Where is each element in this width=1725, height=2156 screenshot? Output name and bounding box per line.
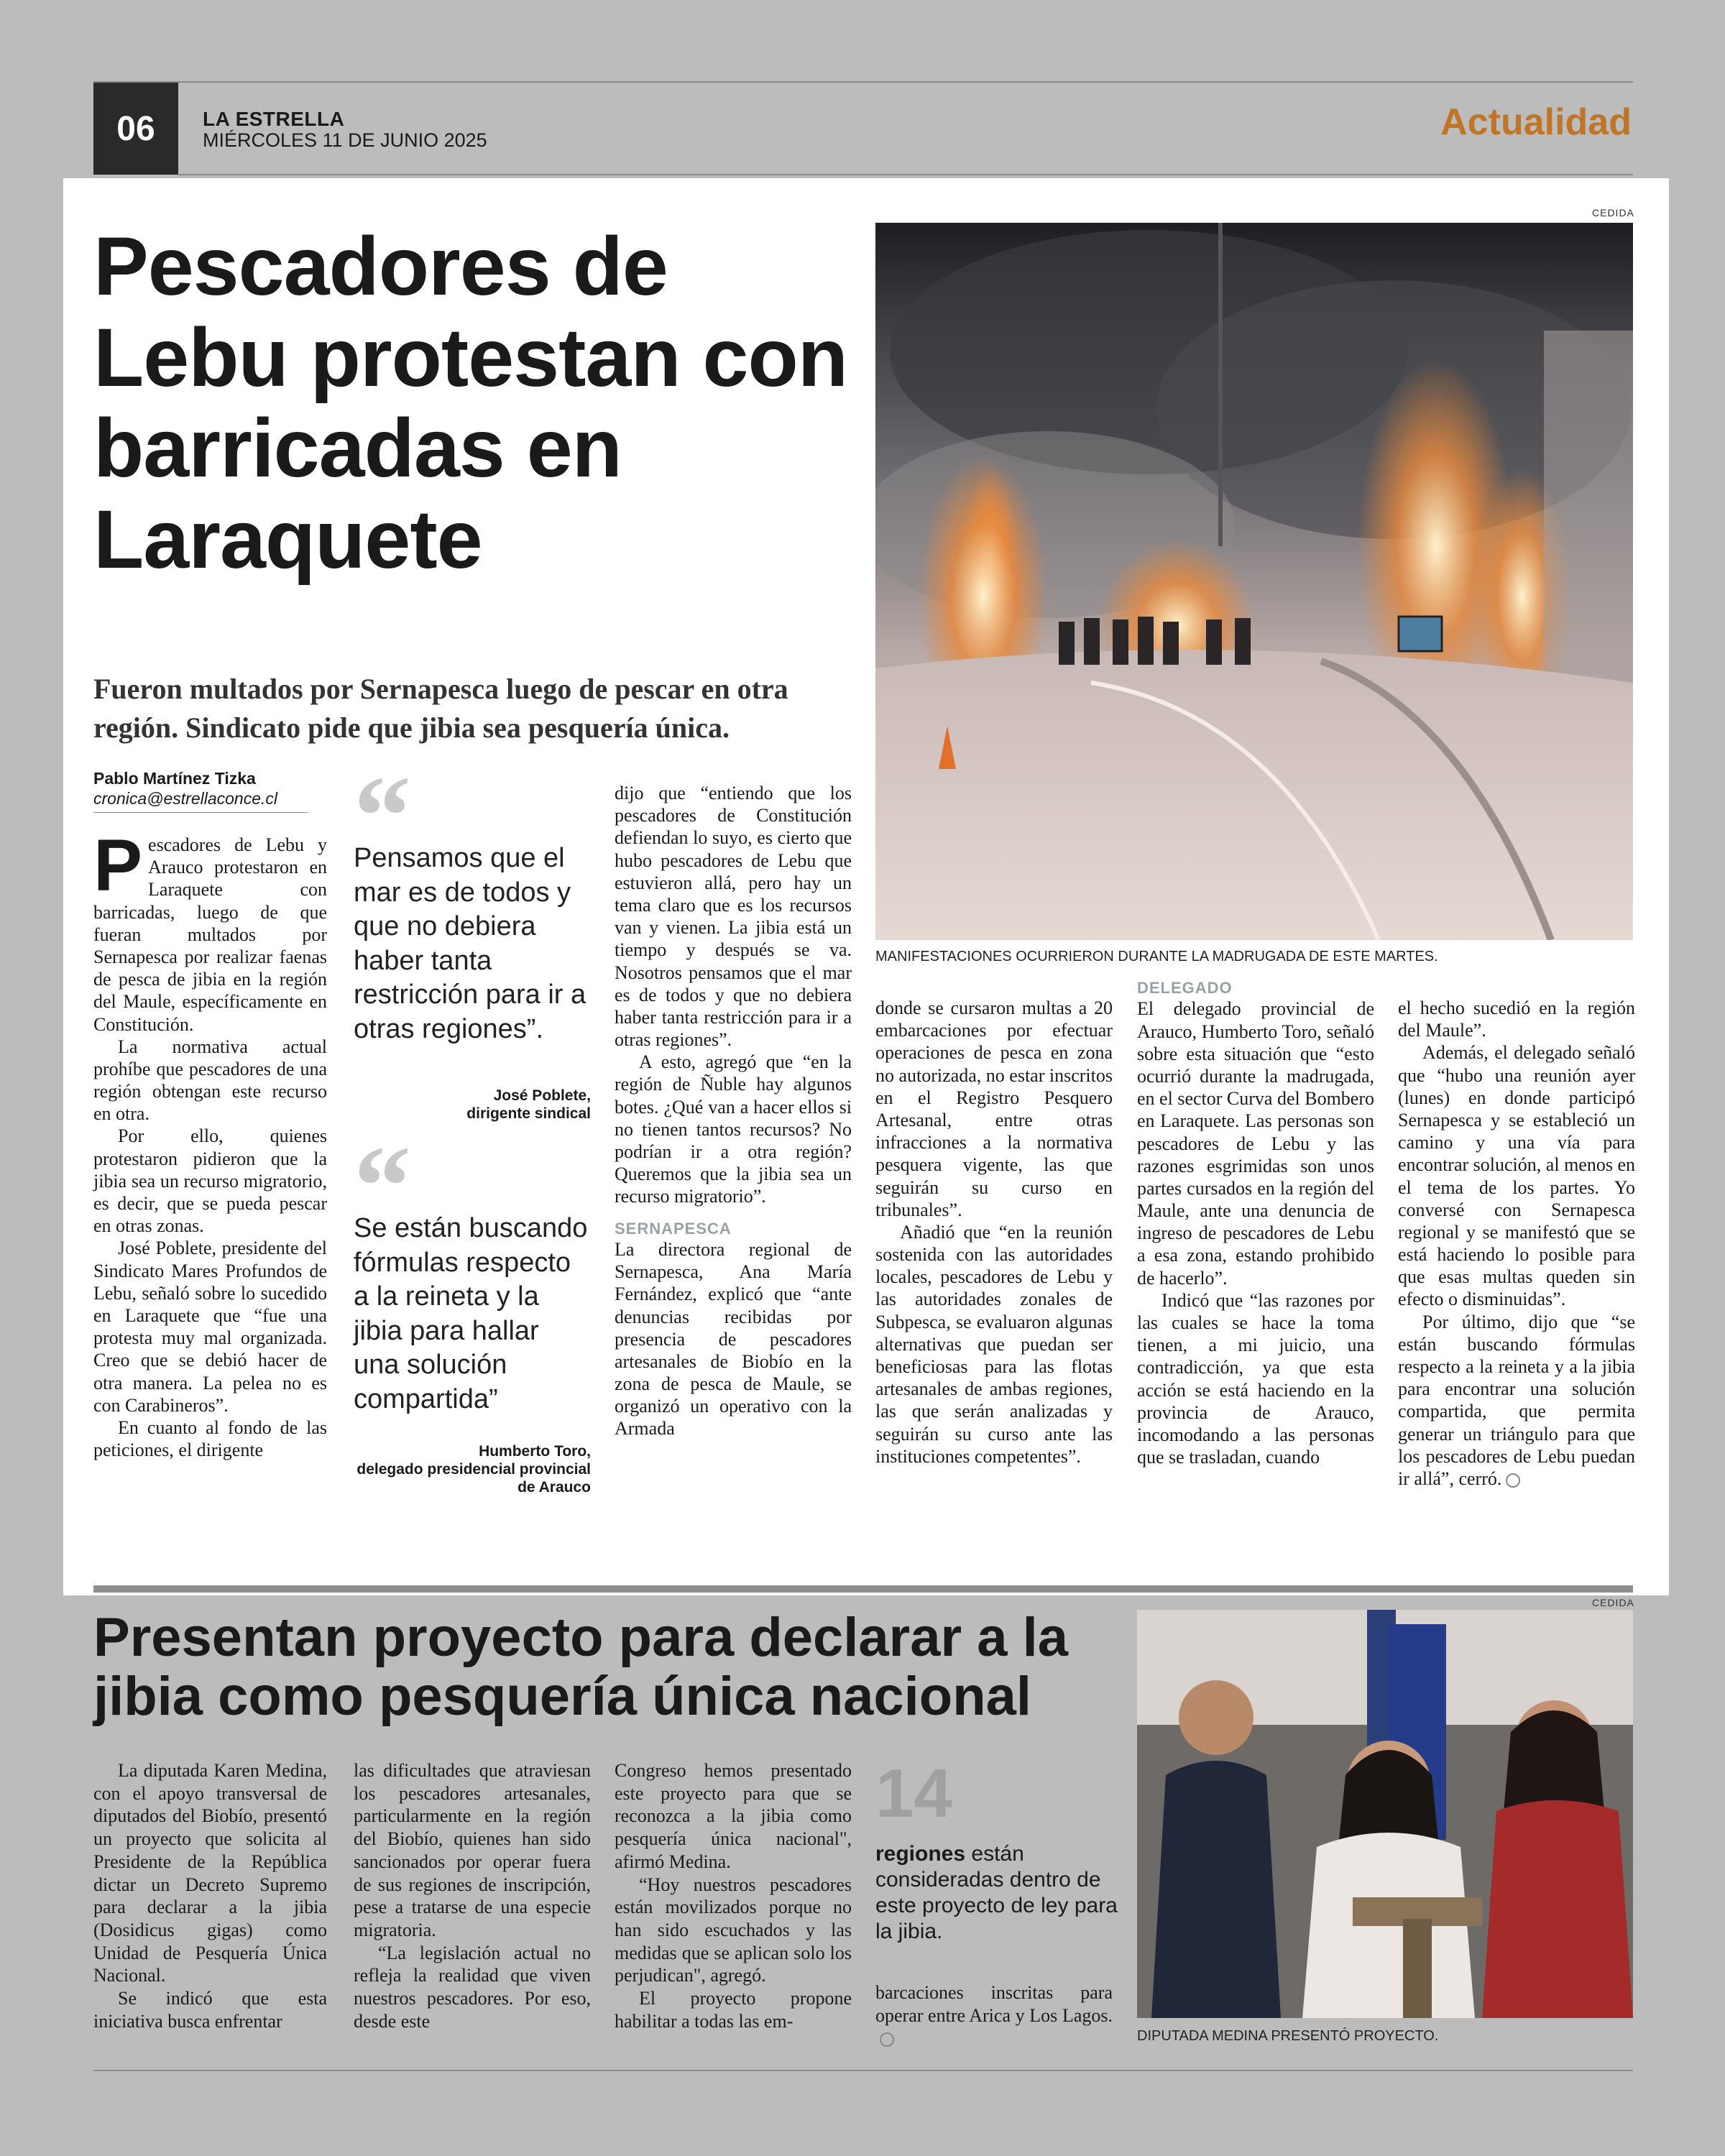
paragraph: El delegado provincial de Arauco, Humberto Toro, señaló sobre esta situación que “esto ocurrió durante la madrugada, en el sector Curva del Bombero en Laraquete. Las personas son pescadores de Lebu y las razones esgrimidas son unos partes cursados en la región del Maule, ante una denuncia de ingreso de pescadores de Lebu a esa zona, estando prohibido de hacerlo”. <box>1137 998 1374 1289</box>
barricade-fire-image <box>875 223 1633 940</box>
quote-mark-icon: “ <box>354 1122 411 1250</box>
paragraph: Indicó que “las razones por las cuales se hace la toma tienen, a mi juicio, una contradicción, ya que esta acción se está haciendo en la provincia de Arauco, incomodando a las personas que se trasladan, cuando <box>1137 1289 1374 1468</box>
quote-person-role: dirigente sindical <box>466 1105 591 1123</box>
drop-cap: P <box>93 824 143 906</box>
stat-box <box>875 1755 1120 1945</box>
header-rule-bottom <box>178 174 1633 175</box>
paragraph: donde se cursaron multas a 20 embarcaciones por efectuar operaciones de pesca en zona no autorizada, no estar inscritos en el Registro Pesquero Artesanal, entre otras infracciones a la normativa pesquera vigente, las que seguirán su curso en tribunales”. <box>875 998 1113 1220</box>
header-rule-top <box>93 81 1633 83</box>
quote-attribution <box>354 1087 591 1123</box>
stat-number: 14 <box>875 1755 952 1832</box>
paragraph: Congreso hemos presentado este proyecto para que se reconozca a la jibia como pesquería única nacional", afirmó Medina. <box>615 1760 852 1872</box>
paragraph: Se indicó que esta iniciativa busca enfrentar <box>93 1988 327 2032</box>
story-divider <box>93 1585 1633 1593</box>
paragraph: Además, el delegado señaló que “hubo una reunión ayer (lunes) en donde participó Sernapesca y se estableció un camino y una vía para encontrar solución, al menos en el tema de los partes. Yo conversé con Sernapesca regional y se manifestó que se está haciendo lo posible para que esas multas queden sin efecto o disminuidas”. <box>1398 1042 1635 1310</box>
main-column-5 <box>1137 979 1374 1468</box>
quote-attribution <box>354 1442 591 1497</box>
paragraph: La directora regional de Sernapesca, Ana María Fernández, explicó que “ante denuncias recibidas por presencia de pescadores artesanales de Biobío en la zona de pesca de Maule, se organizó un operativo con la Armada <box>615 1238 852 1439</box>
main-column-1 <box>93 824 327 1461</box>
section-title: Actualidad <box>1440 101 1632 143</box>
quote-person-name: Humberto Toro, <box>479 1443 591 1460</box>
paragraph: escadores de Lebu y Arauco protestaron en Laraquete con barricadas, luego de que fueran multados por Sernapesca por realizar faenas de pesca de jibia en la región del Maule, específicamente en Constitución. <box>93 834 327 1035</box>
quote-text: Pensamos que el mar es de todos y que no debiera haber tanta restricción para ir a otras regiones”. <box>354 843 586 1044</box>
subhead-sernapesca: SERNAPESCA <box>615 1219 732 1238</box>
paragraph: José Poblete, presidente del Sindicato Mares Profundos de Lebu, señaló sobre lo sucedido en Laraquete que “fue una protesta muy mal organizada. Creo que se debió hacer de otra manera. La pelea no es con Carabineros”. <box>93 1238 327 1416</box>
page-bottom-rule <box>93 2070 1633 2071</box>
second-column-3 <box>615 1759 852 2033</box>
main-column-3 <box>615 782 852 1440</box>
second-headline: Presentan proyecto para declarar a la jibia como pesquería única nacional <box>93 1607 1068 1728</box>
quote-text: Se están buscando fórmulas respecto a la reineta y la jibia para hallar una solución compartida” <box>354 1213 588 1414</box>
issue-date: MIÉRCOLES 11 DE JUNIO 2025 <box>203 129 487 151</box>
paragraph: el hecho sucedió en la región del Maule”. <box>1398 998 1635 1041</box>
paragraph: dijo que “entiendo que los pescadores de Constitución defiendan lo suyo, es cierto que hubo pescadores de Lebu que estuvieron allá, pero hay un tema claro que es los recursos van y vienen. La jibia está un tiempo y después se va. Nosotros pensamos que el mar es de todos y que no debiera haber tanta restricción para ir a otras regiones”. <box>615 783 852 1051</box>
quote-person-role: delegado presidencial provincial de Arauco <box>356 1461 591 1496</box>
paragraph: Por último, dijo que “se están buscando fórmulas respecto a la reineta y a la jibia para encontrar una solución compartida, que permita generar un triángulo para que los pescadores de Lebu puedan ir allá”, cerró. <box>1398 1311 1635 1489</box>
pull-quote-2 <box>354 1122 591 1497</box>
author-name: Pablo Martínez Tizka <box>93 769 256 788</box>
photo-credit: CEDIDA <box>1592 207 1634 218</box>
page-number: 06 <box>93 83 178 175</box>
paragraph: La diputada Karen Medina, con el apoyo transversal de diputados del Biobío, presentó un proyecto que solicita al Presidente de la República dictar un Decreto Supremo para declarar a la jibia (Dosidicus gigas) como Unidad de Pesquería Única Nacional. <box>93 1760 327 1986</box>
paragraph: “Hoy nuestros pescadores están movilizados porque no han sido escuchados y las medidas que se aplican solo los perjudican", agregó. <box>615 1874 852 1986</box>
main-column-6 <box>1398 997 1635 1490</box>
quote-mark-icon: “ <box>354 752 411 880</box>
paragraph: En cuanto al fondo de las peticiones, el dirigente <box>93 1416 327 1461</box>
protest-photo <box>875 223 1633 940</box>
paragraph: barcaciones inscritas para operar entre Arica y Los Lagos. <box>875 1981 1113 2050</box>
photo-credit-2: CEDIDA <box>1592 1597 1634 1608</box>
byline-rule <box>93 812 308 813</box>
paragraph: las dificultades que atraviesan los pescadores artesanales, particularmente en la región del Biobío, quienes han sido sancionados por operar fuera de sus regiones de inscripción, pese a tratarse de una especie migratoria. <box>354 1760 591 1941</box>
paragraph: El proyecto propone habilitar a todas las em- <box>615 1988 852 2032</box>
main-column-4 <box>875 997 1113 1468</box>
photo-caption-2: DIPUTADA MEDINA PRESENTÓ PROYECTO. <box>1137 2028 1439 2044</box>
legislators-image <box>1137 1610 1633 2018</box>
press-conference-photo <box>1137 1610 1633 2018</box>
paper-name: LA ESTRELLA <box>203 108 345 130</box>
stat-description: regiones están consideradas dentro de este proyecto de ley para la jibia. <box>875 1842 1118 1943</box>
paragraph: Por ello, quienes protestaron pidieron que la jibia sea un recurso migratorio, es decir, que se pueda pescar en otras zonas. <box>93 1125 327 1237</box>
second-column-2 <box>354 1759 591 2033</box>
photo-caption: MANIFESTACIONES OCURRIERON DURANTE LA MADRUGADA DE ESTE MARTES. <box>875 949 1438 964</box>
author-email[interactable]: cronica@estrellaconce.cl <box>93 788 278 808</box>
pull-quote-1 <box>354 752 591 1123</box>
main-headline: Pescadores de Lebu protestan con barricadas en Laraquete <box>93 221 848 586</box>
second-column-1 <box>93 1759 327 2033</box>
quote-person-name: José Poblete, <box>493 1087 591 1104</box>
subhead-delegado: DELEGADO <box>1137 979 1233 997</box>
second-column-4 <box>875 1981 1113 2050</box>
main-deck: Fueron multados por Sernapesca luego de pescar en otra región. Sindicato pide que jibia sea pesquería única. <box>93 673 788 744</box>
paragraph: A esto, agregó que “en la región de Ñuble hay algunos botes. ¿Qué van a hacer ellos si no tienen tantos recursos? No podrían ir a otra región? Queremos que la jibia sea un recurso migratorio”. <box>615 1051 852 1207</box>
paragraph: “La legislación actual no refleja la realidad que viven nuestros pescadores. Por eso, desde este <box>354 1942 591 2032</box>
end-of-article-icon <box>880 2032 894 2047</box>
paragraph: La normativa actual prohíbe que pescadores de una región obtengan este recurso en otra. <box>93 1036 327 1125</box>
byline <box>93 769 277 808</box>
end-of-article-icon <box>1506 1473 1520 1488</box>
paragraph: Añadió que “en la reunión sostenida con las autoridades locales, pescadores de Lebu y las autoridades zonales de Subpesca, se evaluaron algunas alternativas que puedan ser beneficiosas para las flotas artesanales de ambas regiones, las que serán analizadas y seguirán su curso ante las instituciones competentes”. <box>875 1221 1113 1467</box>
